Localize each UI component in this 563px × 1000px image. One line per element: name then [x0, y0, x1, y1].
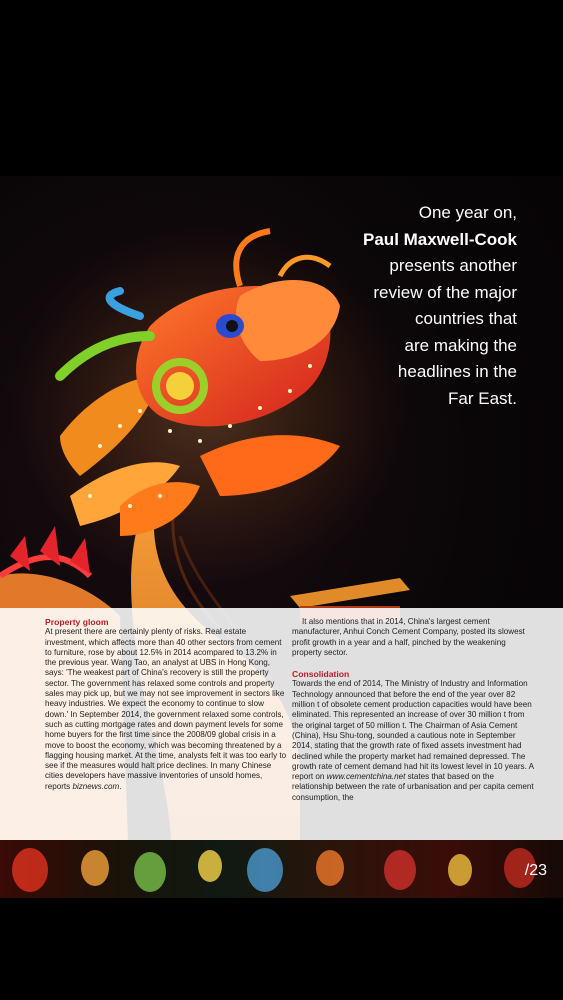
source-reference: biznews.com — [72, 781, 120, 791]
intro-line: Far East. — [448, 388, 517, 408]
intro-line: are making the — [404, 335, 517, 355]
article-paragraph: It also mentions that in 2014, China's largest cement manufacturer, Anhui Conch Cement Company, posted its slowest profit growth in a year and a half, pinched by the weakening property sector. — [292, 617, 525, 657]
author-name: Paul Maxwell-Cook — [363, 229, 517, 249]
bottom-black-margin — [0, 898, 563, 1000]
page-number: /23 — [524, 862, 547, 879]
lantern-lights-strip — [0, 840, 563, 898]
intro-line: presents another — [389, 256, 517, 275]
section-heading-property-gloom: Property gloom — [45, 617, 109, 627]
article-column-right — [292, 617, 536, 803]
paragraph-text: At present there are certainly plenty of risks. Real estate investment, which affects more than 40 other sectors from cement to furniture, rose by about 12.5% in 2014 acompared to 13.2% in the previous year. Wang Tao, an analyst at UBS in Hong Kong, says: 'The weakest part of China's recovery is still the property sector. The government has relaxed some controls and property sales may pick up, but we may not see improvement in sectors like heavy industries. We expect the economy to continue to slow down.' In September 2014, the government relaxed some controls, such as cutting mortgage rates and down payment levels for some home buyers for the first time since the 2008/09 global crisis in a move to boost the economy, which was becoming threatened by a flagging housing market. At the time, analysts felt it was too early to see if the measures would halt price declines. In many Chinese cities developers have massive inventories of unsold homes, reports — [45, 627, 287, 791]
article-paragraph — [292, 679, 536, 803]
intro-line: One year on, — [418, 203, 517, 222]
paragraph-text: states that based on the relationship between the rate of urbanisation and per capita cement consumption, the — [292, 772, 534, 802]
paragraph-text: Towards the end of 2014, The Ministry of Industry and Information Technology announced that before the end of the year over 82 million t of obsolete cement production capacities would have been eliminated. This represented an increase of over 30 million t from the original target of 50 million t. The Chairman of Asia Cement (China), Hsu Shu-tong, sounded a cautious note in September 2014, stating that the growth rate of fixed assets investment had declined while the property market had remained depressed. The growth rate of cement demand had hit its lowest level in 10 years. A report on — [292, 679, 534, 782]
intro-line: headlines in the — [397, 362, 517, 381]
bokeh-lights — [0, 840, 563, 898]
article-paragraph — [45, 627, 289, 792]
paragraph-end: . — [119, 781, 122, 791]
source-reference: www.cementchina.net — [326, 772, 406, 782]
intro-standfirst — [277, 200, 517, 412]
section-heading-consolidation: Consolidation — [292, 669, 350, 680]
top-black-margin — [0, 0, 563, 176]
intro-line: review of the major — [373, 282, 517, 302]
article-column-left — [45, 617, 289, 792]
intro-line: countries that — [414, 309, 517, 328]
